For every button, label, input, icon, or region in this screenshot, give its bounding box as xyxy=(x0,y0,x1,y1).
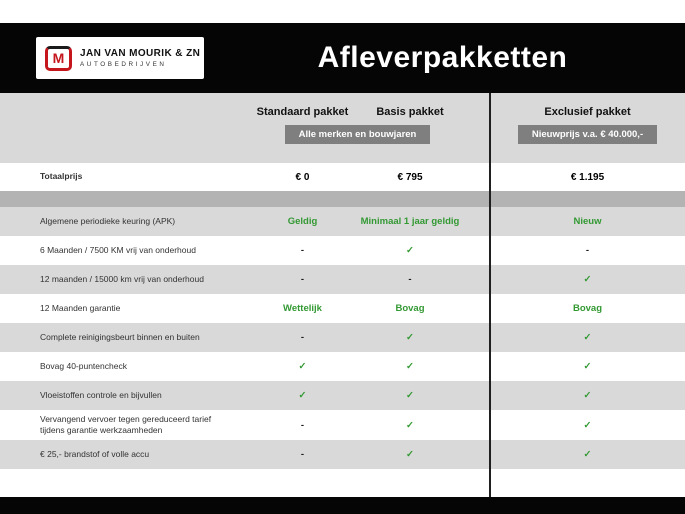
col-header-exclusief: Exclusief pakket xyxy=(544,106,631,118)
badge-all-brands: Alle merken en bouwjaren xyxy=(285,125,431,144)
table-row xyxy=(0,207,685,236)
row-value-standaard: ✓ xyxy=(298,390,307,401)
row-label: Algemene periodieke keuring (APK) xyxy=(40,215,176,226)
row-value-standaard: - xyxy=(300,419,305,431)
row-label: Bovag 40-puntencheck xyxy=(40,360,127,371)
table-row xyxy=(0,410,685,440)
row-label: 6 Maanden / 7500 KM vrij van onderhoud xyxy=(40,244,196,255)
row-value-exclusief: ✓ xyxy=(583,449,592,461)
row-value-standaard: - xyxy=(300,245,305,256)
badge-new-price: Nieuwprijs v.a. € 40.000,- xyxy=(518,125,657,144)
column-titles xyxy=(0,93,685,118)
row-value-basis: ✓ xyxy=(406,419,414,431)
spacer xyxy=(465,440,490,469)
row-value-exclusief: ✓ xyxy=(583,332,592,343)
header-bar xyxy=(0,23,685,93)
total-label: Totaalprijs xyxy=(40,171,83,182)
table-row xyxy=(0,381,685,410)
spacer xyxy=(465,352,490,381)
logo-subtitle: AUTOBEDRIJVEN xyxy=(80,61,167,68)
table-row xyxy=(0,352,685,381)
logo-text xyxy=(80,48,200,68)
row-value-basis: ✓ xyxy=(406,245,414,256)
logo-company-name: JAN VAN MOURIK & ZN xyxy=(80,48,201,59)
row-label: 12 maanden / 15000 km vrij van onderhoud xyxy=(40,273,204,284)
spacer xyxy=(465,236,490,265)
feature-rows xyxy=(0,207,685,469)
row-value-standaard: - xyxy=(300,332,305,343)
table-row xyxy=(0,440,685,469)
total-price-row xyxy=(0,163,685,191)
spacer xyxy=(465,265,490,294)
total-standaard: € 0 xyxy=(295,171,310,183)
row-value-standaard: Wettelijk xyxy=(283,303,322,314)
col-header-basis: Basis pakket xyxy=(376,106,444,118)
row-value-basis: ✓ xyxy=(406,390,414,401)
spacer xyxy=(0,106,250,118)
total-basis: € 795 xyxy=(397,171,423,183)
row-value-exclusief: ✓ xyxy=(583,361,592,372)
top-margin xyxy=(0,0,685,23)
row-label: € 25,- brandstof of volle accu xyxy=(40,449,150,460)
company-logo xyxy=(36,37,204,79)
col-header-standaard: Standaard pakket xyxy=(256,106,349,118)
logo-monogram-icon: M xyxy=(45,46,72,71)
table-row xyxy=(0,236,685,265)
spacer xyxy=(0,125,250,144)
table-row xyxy=(0,265,685,294)
column-badges xyxy=(0,125,685,144)
spacer xyxy=(465,381,490,410)
badge-left-wrap xyxy=(250,125,465,144)
section-separator xyxy=(0,191,685,207)
row-value-basis: Bovag xyxy=(395,303,425,314)
badge-right-wrap xyxy=(490,125,685,144)
spacer xyxy=(465,207,490,236)
row-label: 12 Maanden garantie xyxy=(40,302,121,313)
row-value-standaard: ✓ xyxy=(298,361,307,372)
spacer xyxy=(465,125,490,144)
row-value-standaard: - xyxy=(300,449,305,461)
row-value-standaard: Geldig xyxy=(287,216,318,227)
row-value-basis: Minimaal 1 jaar geldig xyxy=(360,216,460,227)
table-row xyxy=(0,323,685,352)
row-value-exclusief: Nieuw xyxy=(573,216,602,227)
row-value-exclusief: - xyxy=(585,245,590,256)
column-divider-line xyxy=(489,93,491,497)
row-value-exclusief: ✓ xyxy=(583,274,592,285)
page-title: Afleverpakketten xyxy=(317,41,568,74)
column-header-band xyxy=(0,93,685,163)
spacer xyxy=(465,294,490,323)
row-value-basis: ✓ xyxy=(406,361,414,372)
row-value-basis: - xyxy=(408,274,412,285)
row-label: Complete reinigingsbeurt binnen en buiten xyxy=(40,331,200,342)
row-label: Vervangend vervoer tegen gereduceerd tarief tijdens garantie werkzaamheden xyxy=(40,414,212,436)
spacer xyxy=(465,323,490,352)
table-row xyxy=(0,294,685,323)
row-value-exclusief: ✓ xyxy=(583,419,592,431)
footer-bar xyxy=(0,497,685,514)
row-value-basis: ✓ xyxy=(406,449,414,461)
total-exclusief: € 1.195 xyxy=(570,171,605,183)
row-value-exclusief: Bovag xyxy=(572,303,603,314)
spacer xyxy=(465,106,490,118)
row-label: Vloeistoffen controle en bijvullen xyxy=(40,389,162,400)
row-value-basis: ✓ xyxy=(406,332,414,343)
spacer xyxy=(465,410,490,440)
row-value-exclusief: ✓ xyxy=(583,390,592,401)
row-value-standaard: - xyxy=(300,274,305,285)
